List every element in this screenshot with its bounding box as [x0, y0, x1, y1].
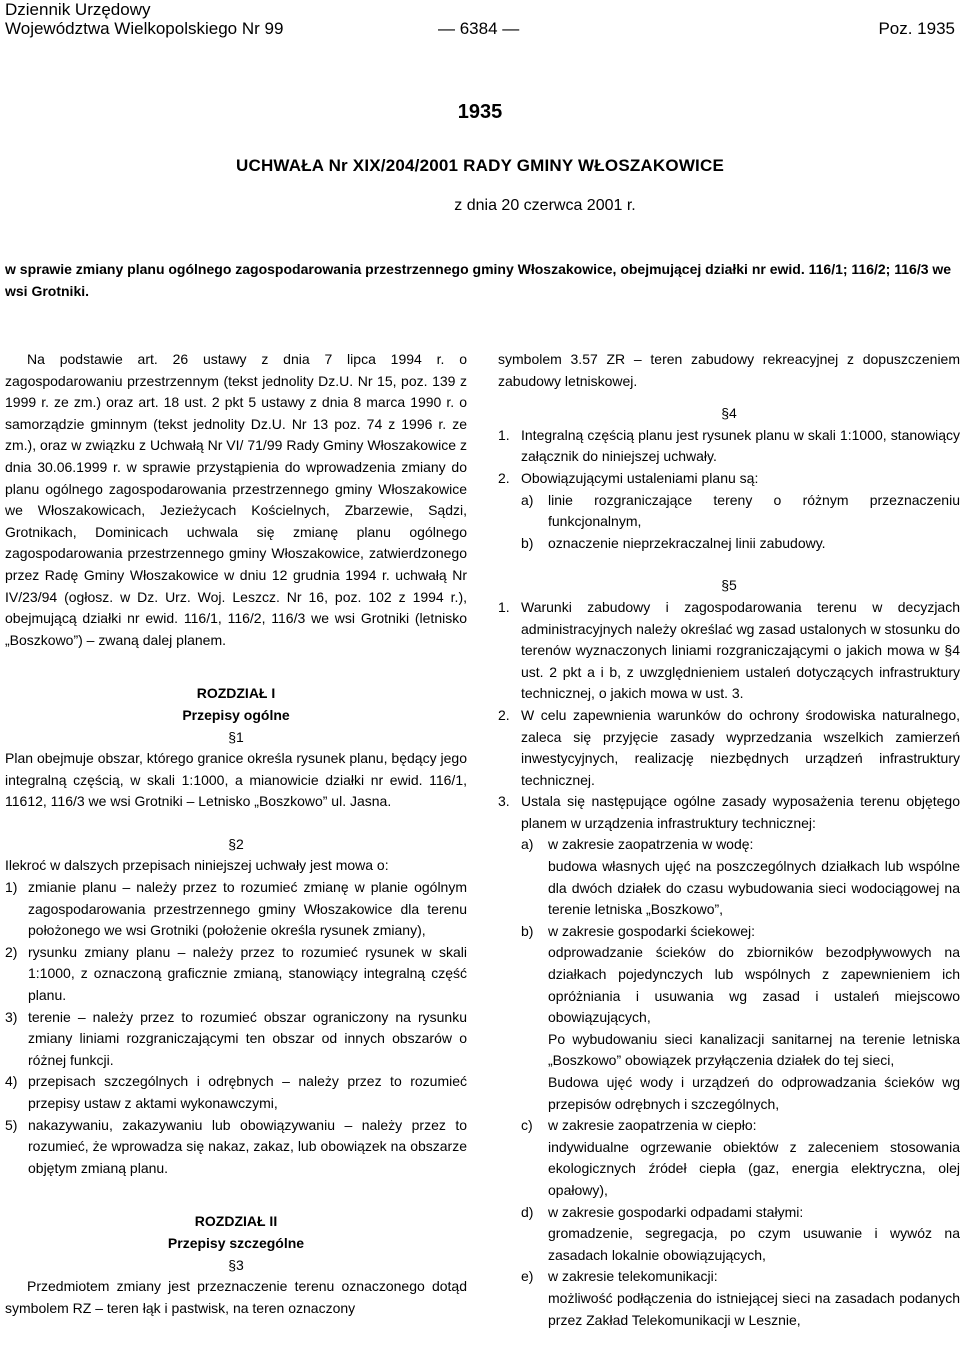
sub-item-text: linie rozgraniczające tereny o różnym przeznaczeniu funkcjonalnym, [548, 491, 960, 530]
list-item-number: 4) [5, 1073, 18, 1090]
list-item [5, 1007, 467, 1072]
act-title: UCHWAŁA Nr XIX/204/2001 RADY GMINY WŁOSZAKOWICE [236, 156, 724, 175]
list-item-text: przepisach szczególnych i odrębnych – należy przez to rozumieć przepisy ustaw z aktami wykonawczymi, [28, 1073, 467, 1111]
section-1-text: Plan obejmuje obszar, którego granice określa rysunek planu, będący jego integralną częścią, w skali 1:1000, a mianowicie działki nr ewid. 116/1, 11612, 116/3 we wsi Grotniki – Letnisko „Boszkowo” ul. Jasna. [5, 750, 467, 810]
list-item-number: 2) [5, 943, 18, 960]
section-3-continuation: symbolem 3.57 ZR – teren zabudowy rekreacyjnej z dopuszczeniem zabudowy letniskowej. [498, 351, 960, 389]
list-item [498, 791, 960, 834]
sub-item-detail: możliwość podłączenia do istniejącej sieci na zasadach podanych przez Zakład Telekomunikacji w Lesznie, [548, 1289, 960, 1328]
sub-item-text: w zakresie gospodarki odpadami stałymi: [548, 1203, 804, 1220]
list-item-number: 1. [498, 426, 510, 443]
sub-item-detail: odprowadzanie ścieków do zbiorników bezodpływowych na działkach pojedynczych lub wspólnych z zapewnieniem ich opróżniania i usuwania wg zasad i ustaleń miejscowo obowiązujących, [548, 944, 960, 1026]
spacer [5, 1200, 467, 1211]
list-item-number: 1. [498, 598, 510, 615]
list-item [498, 705, 960, 791]
list-item [5, 877, 467, 942]
act-number: 1935 [457, 101, 503, 123]
list-item-text: nakazywaniu, zakazywaniu lub obowiązywaniu – należy przez to rozumieć, że wprowadza się nakaz, zakaz, lub obowiązek na obszarze objętym zmianą planu. [28, 1116, 467, 1176]
list-item [498, 425, 960, 468]
page-number: — 6384 — [438, 19, 520, 38]
act-subject: w sprawie zmiany planu ogólnego zagospodarowania przestrzennego gminy Włoszakowice, obejmującej działki nr ewid. 116/1; 116/2; 116/3 we wsi Grotniki. [5, 261, 952, 299]
spacer [5, 651, 467, 672]
left-column [5, 349, 467, 1319]
sub-item-text: w zakresie zaopatrzenia w ciepło: [548, 1117, 757, 1134]
sub-item-text: w zakresie gospodarki ściekowej: [548, 922, 755, 939]
list-item-number: 2. [498, 706, 510, 723]
section-3-text: Przedmiotem zmiany jest przeznaczenie terenu oznaczonego dotąd symbolem RZ – teren łąk i pastwisk, na teren oznaczony [5, 1278, 467, 1316]
spacer [498, 392, 960, 403]
list-item-number: 5) [5, 1116, 18, 1133]
spacer [498, 554, 960, 575]
sub-item-detail: Po wybudowaniu sieci kanalizacji sanitarnej na terenie letniska „Boszkowo” obowiązek przyłączenia działek do tej sieci, [548, 1030, 960, 1069]
list-item-number: 3. [498, 793, 510, 810]
page-header [5, 0, 955, 40]
sub-item-letter: e) [521, 1268, 534, 1285]
journal-line-1: Dziennik Urzędowy [5, 0, 151, 19]
sub-item-letter: c) [521, 1117, 533, 1134]
section-2-intro: Ilekroć w dalszych przepisach niniejszej uchwały jest mowa o: [5, 857, 389, 874]
sub-item-letter: a) [521, 491, 534, 508]
list-item-number: 1) [5, 879, 18, 896]
journal-line-2: Województwa Wielkopolskiego Nr 99 [5, 19, 284, 38]
section-2-mark: §2 [228, 835, 244, 852]
sub-item-letter: d) [521, 1203, 534, 1220]
sub-item-detail: gromadzenie, segregacja, po czym usuwanie i wywóz na zasadach lokalnie obowiązujących, [548, 1225, 960, 1263]
list-item-text: zmianie planu – należy przez to rozumieć zmianę w planie ogólnym zagospodarowania przestrzennego gminy Włoszakowice dla terenu położonego we wsi Grotniki (położenie określa rysunek zmiany), [28, 879, 467, 939]
list-item [5, 942, 467, 1007]
section-4-mark: §4 [721, 405, 737, 422]
list-item [498, 468, 960, 490]
section-5-mark: §5 [721, 577, 737, 594]
sub-item [498, 533, 960, 555]
list-item-text: rysunku zmiany planu – należy przez to rozumieć rysunek w skali 1:1000, z oznaczoną graficznie zmianą, stanowiący integralną część planu. [28, 943, 467, 1004]
sub-item-detail: Budowa ujęć wody i urządzeń do odprowadzania ścieków wg przepisów odrębnych i szczególnych, [548, 1074, 960, 1112]
chapter-1-subtitle: Przepisy ogólne [182, 706, 290, 723]
sub-item-text: w zakresie telekomunikacji: [548, 1268, 718, 1285]
list-item [5, 1071, 467, 1114]
sub-item [498, 834, 960, 856]
sub-item-text: w zakresie zaopatrzenia w wodę: [548, 836, 754, 853]
list-item-text: Warunki zabudowy i zagospodarowania terenu w decyzjach administracyjnych należy określać wg zasad ustalonych w stosunku do terenów wyznaczonych liniami rozgraniczającymi o jakich mowa w §4 ust. 2 pkt a i b, z uwzględnieniem ustaleń dotyczących infrastruktury technicznej, o jakich mowa w ust. 3. [521, 598, 960, 702]
spacer [5, 813, 467, 834]
sub-item-letter: a) [521, 836, 534, 853]
position-number: Poz. 1935 [878, 19, 955, 38]
spacer [5, 672, 467, 683]
list-item-number: 2. [498, 469, 510, 486]
chapter-2-subtitle: Przepisy szczególne [167, 1234, 305, 1251]
list-item-text: Integralną częścią planu jest rysunek planu w skali 1:1000, stanowiący załącznik do niniejszej uchwały. [521, 426, 960, 465]
spacer [5, 1179, 467, 1200]
sub-item [498, 921, 960, 943]
list-item [5, 1115, 467, 1180]
list-item-number: 3) [5, 1008, 18, 1025]
chapter-1-title: ROZDZIAŁ I [196, 685, 276, 702]
list-item [498, 597, 960, 705]
section-1-mark: §1 [228, 728, 244, 745]
journal-name [5, 0, 283, 38]
sub-item-detail: indywidualne ogrzewanie obiektów z zaleceniem stosowania ekologicznych źródeł ciepła (gaz, energia elektryczna, olej opałowy), [548, 1138, 960, 1198]
act-date: z dnia 20 czerwca 2001 r. [454, 197, 636, 214]
list-item-text: Obowiązującymi ustaleniami planu są: [521, 469, 759, 486]
list-item-text: Ustala się następujące ogólne zasady wyposażenia terenu objętego planem w urządzenia infrastruktury technicznej: [521, 793, 960, 831]
sub-item [498, 1115, 960, 1137]
sub-item-letter: b) [521, 534, 534, 551]
section-3-mark: §3 [228, 1256, 244, 1273]
right-column [498, 349, 960, 1331]
list-item-text: terenie – należy przez to rozumieć obszar ograniczony na rysunku zmiany liniami rozgraniczającymi ten obszar od innych obszarów o różnej funkcji. [28, 1008, 467, 1068]
chapter-2-title: ROZDZIAŁ II [194, 1213, 278, 1230]
preamble: Na podstawie art. 26 ustawy z dnia 7 lipca 1994 r. o zagospodarowaniu przestrzennym (tekst jednolity Dz.U. Nr 15, poz. 139 z 1999 r. ze zm.) oraz art. 18 ust. 2 pkt 5 ustawy z dnia 8 marca 1990 r. o samorządzie gminnym (tekst jednolity Dz.U. Nr 13 poz. 74 z 1996 r. ze zm.), oraz w związku z Uchwałą Nr VI/ 71/99 Rady Gminy Włoszakowice z dnia 30.06.1999 r. w sprawie przystąpienia do wprowadzenia zmiany do planu ogólnego zagospodarowania przestrzennego gminy Włoszakowice we Włoszakowicach, Jezieżycach Kościelnych, Zbarzewie, Sądzi, Grotnikach, Dominicach uchwala się zmianę planu ogólnego zagospodarowania przestrzennego gminy Włoszakowice, zatwierdzonego przez Radę Gminy Włoszakowice w dniu 12 grudnia 1994 r. uchwałą Nr IV/23/94 (ogłosz. w Dz. Urz. Woj. Leszcz. Nr 16, poz. 102 z 1994 r.), obejmującą działki nr ewid. 116/1, 116/2, 116/3 we wsi Grotniki (letnisko „Boszkowo”) – zwaną dalej planem. [5, 351, 467, 648]
sub-item-text: oznaczenie nieprzekraczalnej linii zabudowy. [548, 534, 826, 551]
sub-item [498, 1202, 960, 1224]
sub-item [498, 1266, 960, 1288]
sub-item-detail: budowa własnych ujęć na poszczególnych działkach lub wspólne dla dwóch działek do czasu wybudowania sieci wodociągowej na terenie letniska „Boszkowo”, [548, 858, 960, 918]
list-item-text: W celu zapewnienia warunków do ochrony środowiska naturalnego, zaleca się przyjęcie zasady wyprzedzania wszelkich zamierzeń inwestycyjnych, realizację niezbędnych urządzeń infrastruktury technicznej. [521, 706, 960, 788]
sub-item-letter: b) [521, 922, 534, 939]
sub-item [498, 490, 960, 533]
